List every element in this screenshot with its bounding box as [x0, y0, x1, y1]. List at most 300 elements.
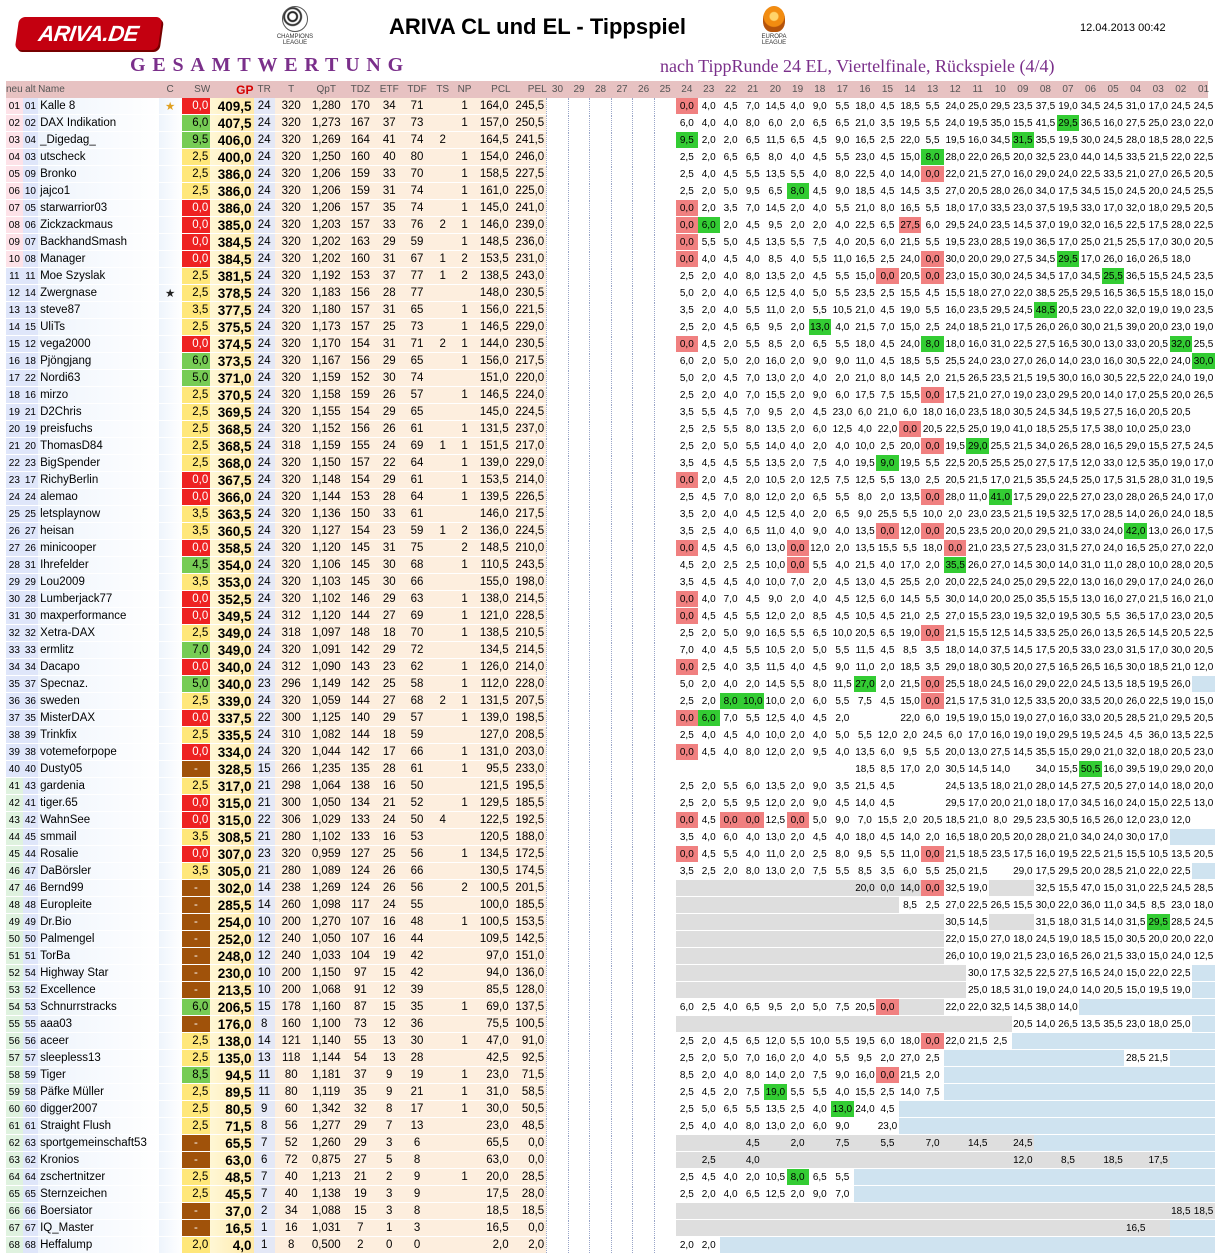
player-name[interactable]: Trinkfix — [38, 727, 159, 744]
player-name[interactable]: mirzo — [38, 387, 159, 404]
round-cell-empty — [568, 863, 590, 880]
player-name[interactable]: Dusty05 — [38, 761, 159, 778]
qpt-cell: 1,155 — [308, 404, 345, 421]
pel-cell: 229,0 — [511, 455, 547, 472]
round-score: 16,0 — [945, 304, 965, 316]
player-name[interactable]: Schnurrstracks — [38, 999, 159, 1016]
col-tdz[interactable]: TDZ — [350, 84, 371, 95]
tdf-cell: 42 — [403, 948, 432, 965]
round-score: 5,5 — [790, 236, 805, 248]
player-name[interactable]: Päfke Müller — [38, 1084, 159, 1101]
tdf-cell: 9 — [403, 1186, 432, 1203]
player-name[interactable]: vega2000 — [38, 336, 159, 353]
round-score: 23,5 — [855, 287, 875, 299]
table-row[interactable] — [6, 302, 1215, 319]
etf-cell: 13 — [376, 1050, 403, 1067]
round-score: 4,0 — [745, 576, 760, 588]
table-row[interactable] — [6, 574, 1215, 591]
player-name[interactable]: Bronko — [38, 166, 159, 183]
round-score: 16,5 — [1103, 219, 1123, 231]
col-round-22[interactable]: 22 — [725, 84, 737, 95]
round-cell-empty — [611, 336, 633, 353]
sw-cell: 0,0 — [182, 608, 211, 625]
col-round-08[interactable]: 08 — [1039, 84, 1051, 95]
table-row[interactable] — [6, 98, 1215, 115]
table-row[interactable] — [6, 676, 1215, 693]
round-score: 4,5 — [812, 406, 827, 418]
table-row[interactable] — [6, 115, 1215, 132]
col-round-10[interactable]: 10 — [994, 84, 1006, 95]
table-row[interactable] — [6, 166, 1215, 183]
col-pcl[interactable]: PCL — [491, 84, 511, 95]
rank-old: 39 — [23, 727, 38, 744]
player-name[interactable]: Boersiator — [38, 1203, 159, 1220]
table-row[interactable] — [6, 285, 1215, 302]
round-score: 27,5 — [1058, 967, 1078, 979]
player-name[interactable]: tiger.65 — [38, 795, 159, 812]
table-row[interactable] — [6, 778, 1215, 795]
table-row[interactable] — [6, 897, 1215, 914]
col-round-13[interactable]: 13 — [927, 84, 939, 95]
table-row[interactable] — [6, 421, 1215, 438]
player-name[interactable]: Bernd99 — [38, 880, 159, 897]
player-name[interactable]: preisfuchs — [38, 421, 159, 438]
etf-cell: 16 — [376, 914, 403, 931]
round-score: 6,0 — [812, 695, 827, 707]
player-name[interactable]: Heffalump — [38, 1237, 159, 1254]
round-cell-empty — [633, 948, 655, 965]
table-row[interactable] — [6, 557, 1215, 574]
tdz-cell: 156 — [345, 353, 376, 370]
round-cell-empty — [590, 370, 612, 387]
t-cell: 320 — [275, 319, 308, 336]
player-name[interactable]: zschertnitzer — [38, 1169, 159, 1186]
player-name[interactable]: Palmengel — [38, 931, 159, 948]
col-ts[interactable]: TS — [436, 84, 450, 95]
col-tdf[interactable]: TDF — [407, 84, 427, 95]
c-cell — [159, 1067, 182, 1084]
round-score — [854, 1237, 877, 1254]
table-row[interactable] — [6, 1186, 1215, 1203]
round-score: 4,5 — [925, 287, 940, 299]
etf-cell: 22 — [376, 455, 403, 472]
total-points: 360,5 — [210, 523, 253, 540]
round-score — [1192, 999, 1215, 1016]
round-score: 23,0 — [990, 610, 1011, 622]
player-name[interactable]: Sternzeichen — [38, 1186, 159, 1203]
round-score: 6,0 — [835, 389, 850, 401]
table-row[interactable] — [6, 1067, 1215, 1084]
col-sw[interactable]: SW — [194, 84, 211, 95]
table-row[interactable] — [6, 727, 1215, 744]
sw-cell: 0,0 — [182, 98, 211, 115]
player-name[interactable]: Moe Szyslak — [38, 268, 159, 285]
player-name[interactable]: IQ_Master — [38, 1220, 159, 1237]
col-round-16[interactable]: 16 — [859, 84, 871, 95]
round-score: 23,0 — [877, 1120, 898, 1132]
col-round-21[interactable]: 21 — [747, 84, 759, 95]
table-row[interactable] — [6, 1050, 1215, 1067]
table-row[interactable] — [6, 149, 1215, 166]
player-name[interactable]: D2Chris — [38, 404, 159, 421]
player-name[interactable]: Manager — [38, 251, 159, 268]
player-name[interactable]: Lou2009 — [38, 574, 159, 591]
table-row[interactable] — [6, 1118, 1215, 1135]
player-name[interactable]: gardenia — [38, 778, 159, 795]
table-row[interactable] — [6, 914, 1215, 931]
player-name[interactable]: Specnaz. — [38, 676, 159, 693]
round-score: 4,0 — [723, 389, 738, 401]
player-name[interactable]: DAX Indikation — [38, 115, 159, 132]
np-cell: 1 — [454, 489, 475, 506]
player-name[interactable]: Lumberjack77 — [38, 591, 159, 608]
table-row[interactable] — [6, 455, 1215, 472]
total-points: 368,5 — [210, 438, 253, 455]
round-score — [720, 1203, 742, 1220]
table-row[interactable] — [6, 1135, 1215, 1152]
round-score: 13,5 — [968, 780, 988, 792]
table-row[interactable] — [6, 1016, 1215, 1033]
table-row[interactable] — [6, 965, 1215, 982]
pel-cell: 208,5 — [511, 727, 547, 744]
rank-old: 45 — [23, 829, 38, 846]
col-round-24[interactable]: 24 — [681, 84, 693, 95]
player-name[interactable]: steve87 — [38, 302, 159, 319]
player-name[interactable]: TorBa — [38, 948, 159, 965]
round-cell-empty — [568, 1084, 590, 1101]
round-score: 5,0 — [723, 355, 738, 367]
tdf-cell: 65 — [403, 404, 432, 421]
round-cell-empty — [611, 710, 633, 727]
col-round-14[interactable]: 14 — [904, 84, 916, 95]
table-row[interactable] — [6, 795, 1215, 812]
player-name[interactable]: Zwergnase — [38, 285, 159, 302]
round-score: 20,5 — [900, 270, 920, 282]
t-cell: 320 — [275, 387, 308, 404]
player-name[interactable]: minicooper — [38, 540, 159, 557]
col-round-28[interactable]: 28 — [594, 84, 607, 95]
table-row[interactable] — [6, 506, 1215, 523]
player-name[interactable]: Tiger — [38, 1067, 159, 1084]
player-name[interactable]: UliTs — [38, 319, 159, 336]
table-row[interactable] — [6, 404, 1215, 421]
table-row[interactable] — [6, 1220, 1215, 1237]
col-round-23[interactable]: 23 — [703, 84, 715, 95]
round-score: 35,0 — [990, 117, 1011, 129]
round-score — [1147, 999, 1170, 1016]
round-score: 18,0 — [968, 661, 988, 673]
player-name[interactable]: alemao — [38, 489, 159, 506]
col-round-27[interactable]: 27 — [616, 84, 628, 95]
col-tr[interactable]: TR — [257, 84, 271, 95]
tr-cell: 24 — [254, 608, 275, 625]
player-name[interactable]: Dr.Bio — [38, 914, 159, 931]
player-name[interactable]: smmail — [38, 829, 159, 846]
round-score — [989, 1050, 1012, 1067]
col-round-20[interactable]: 20 — [769, 84, 781, 95]
round-score — [1102, 1084, 1125, 1101]
round-info: nach TippRunde 24 EL, Viertelfinale, Rückspiele (4/4) — [660, 56, 1055, 76]
np-cell: 2 — [454, 880, 475, 897]
round-score — [676, 1220, 698, 1237]
player-name[interactable]: Rosalie — [38, 846, 159, 863]
round-score: 33,5 — [1080, 695, 1101, 707]
total-points: 45,5 — [210, 1186, 253, 1203]
round-cell-empty — [654, 591, 676, 608]
np-cell: 1 — [454, 472, 475, 489]
player-name[interactable]: digger2007 — [38, 1101, 159, 1118]
col-name[interactable]: Name — [38, 84, 65, 95]
round-score: 17,5 — [1103, 474, 1123, 486]
rank-new: 13 — [6, 302, 23, 319]
round-score: 24,5 — [1035, 933, 1056, 945]
ts-cell — [431, 370, 454, 387]
np-cell — [454, 1220, 475, 1237]
col-round-12[interactable]: 12 — [949, 84, 961, 95]
player-name[interactable]: DaBörsler — [38, 863, 159, 880]
player-name[interactable]: aceer — [38, 1033, 159, 1050]
table-row[interactable] — [6, 472, 1215, 489]
round-score: 15,0 — [1103, 185, 1123, 197]
col-etf[interactable]: ETF — [379, 84, 399, 95]
c-cell — [159, 132, 182, 149]
player-name[interactable]: BigSpender — [38, 455, 159, 472]
round-score: 2,0 — [925, 831, 940, 843]
round-score: 32,5 — [1035, 151, 1056, 163]
round-score: 3,5 — [679, 457, 694, 469]
round-score: 10,0 — [765, 729, 786, 741]
player-name[interactable]: RichyBerlin — [38, 472, 159, 489]
player-name[interactable]: votemeforpope — [38, 744, 159, 761]
table-row[interactable] — [6, 1084, 1215, 1101]
c-cell — [159, 1016, 182, 1033]
col-round-05[interactable]: 05 — [1107, 84, 1119, 95]
player-name[interactable]: Dacapo — [38, 659, 159, 676]
player-name[interactable]: Ihrefelder — [38, 557, 159, 574]
table-row[interactable] — [6, 591, 1215, 608]
player-name[interactable]: Excellence — [38, 982, 159, 999]
table-row[interactable] — [6, 846, 1215, 863]
round-score: 2,0 — [790, 491, 805, 503]
player-name[interactable]: starwarrior03 — [38, 200, 159, 217]
table-row[interactable] — [6, 1152, 1215, 1169]
round-score: 33,5 — [1035, 695, 1056, 707]
round-score: 21,5 — [968, 1035, 988, 1047]
total-points: 349,5 — [210, 608, 253, 625]
col-alt[interactable]: alt — [25, 84, 36, 95]
rank-new: 22 — [6, 455, 23, 472]
col-qpt[interactable]: QpT — [316, 84, 336, 95]
table-row[interactable] — [6, 319, 1215, 336]
player-name[interactable]: BackhandSmash — [38, 234, 159, 251]
round-score — [921, 1118, 944, 1135]
player-name[interactable]: WahnSee — [38, 812, 159, 829]
col-round-18[interactable]: 18 — [814, 84, 826, 95]
player-name[interactable]: sweden — [38, 693, 159, 710]
ariva-logo[interactable]: ARIVA.DE — [15, 17, 163, 50]
total-points: 248,0 — [210, 948, 253, 965]
col-gp[interactable]: GP — [236, 82, 254, 97]
table-row[interactable] — [6, 642, 1215, 659]
pcl-cell: 127,0 — [475, 727, 511, 744]
table-row[interactable] — [6, 931, 1215, 948]
table-row[interactable] — [6, 370, 1215, 387]
player-name[interactable]: heisan — [38, 523, 159, 540]
col-np[interactable]: NP — [457, 84, 472, 95]
round-cell-empty — [611, 200, 633, 217]
table-row[interactable] — [6, 829, 1215, 846]
table-row[interactable] — [6, 387, 1215, 404]
round-score: 0,0 — [921, 489, 944, 506]
table-row[interactable] — [6, 1101, 1215, 1118]
table-row[interactable] — [6, 761, 1215, 778]
col-round-25[interactable]: 25 — [659, 84, 671, 95]
rank-old: 19 — [23, 421, 38, 438]
round-cell-empty — [590, 574, 612, 591]
round-score — [989, 1067, 1012, 1084]
player-name[interactable]: ThomasD84 — [38, 438, 159, 455]
col-round-15[interactable]: 15 — [881, 84, 894, 95]
round-cell-empty — [568, 523, 590, 540]
col-round-03[interactable]: 03 — [1152, 84, 1164, 95]
rank-new: 14 — [6, 319, 23, 336]
pcl-cell: 153,5 — [475, 251, 511, 268]
player-name[interactable]: Pjöngjang — [38, 353, 159, 370]
table-row[interactable] — [6, 1237, 1215, 1254]
player-name[interactable]: maxperformance — [38, 608, 159, 625]
player-name[interactable]: Europleite — [38, 897, 159, 914]
col-round-29[interactable]: 29 — [573, 84, 585, 95]
table-row[interactable] — [6, 132, 1215, 149]
table-row[interactable] — [6, 710, 1215, 727]
t-cell: 320 — [275, 302, 308, 319]
table-row[interactable] — [6, 863, 1215, 880]
round-score: 33,0 — [1080, 712, 1101, 724]
player-name[interactable]: aaa03 — [38, 1016, 159, 1033]
col-round-06[interactable]: 06 — [1084, 84, 1097, 95]
round-score: 19,5 — [968, 117, 988, 129]
table-row[interactable] — [6, 625, 1215, 642]
tdz-cell: 153 — [345, 268, 376, 285]
round-score: 4,5 — [880, 831, 895, 843]
player-name[interactable]: letsplaynow — [38, 506, 159, 523]
player-name[interactable]: Nordi63 — [38, 370, 159, 387]
ts-cell — [431, 761, 454, 778]
col-round-19[interactable]: 19 — [792, 84, 804, 95]
col-round-04[interactable]: 04 — [1130, 84, 1142, 95]
table-row[interactable] — [6, 744, 1215, 761]
table-row[interactable] — [6, 336, 1215, 353]
round-score: 4,0 — [701, 831, 716, 843]
player-name[interactable]: Xetra-DAX — [38, 625, 159, 642]
table-row[interactable] — [6, 251, 1215, 268]
player-name[interactable]: Highway Star — [38, 965, 159, 982]
table-row[interactable] — [6, 948, 1215, 965]
tdz-cell: 145 — [345, 557, 376, 574]
table-row[interactable] — [6, 999, 1215, 1016]
table-row[interactable] — [6, 693, 1215, 710]
round-score: 4,5 — [701, 542, 716, 554]
col-pel[interactable]: PEL — [527, 84, 547, 95]
table-row[interactable] — [6, 1203, 1215, 1220]
table-row[interactable] — [6, 523, 1215, 540]
col-round-02[interactable]: 02 — [1175, 84, 1187, 95]
player-name[interactable]: sportgemeinschaft53 — [38, 1135, 159, 1152]
pcl-cell: 112,0 — [475, 676, 511, 693]
round-score — [1192, 1186, 1215, 1203]
round-cell-empty — [547, 1016, 569, 1033]
table-row[interactable] — [6, 489, 1215, 506]
round-score: 8,0 — [787, 1169, 809, 1186]
col-round-01[interactable]: 01 — [1197, 84, 1210, 95]
table-row[interactable] — [6, 540, 1215, 557]
table-row[interactable] — [6, 982, 1215, 999]
player-name[interactable]: jajco1 — [38, 183, 159, 200]
table-row[interactable] — [6, 812, 1215, 829]
col-round-26[interactable]: 26 — [638, 84, 650, 95]
round-score: 8,0 — [835, 168, 850, 180]
pel-cell: 224,5 — [511, 523, 547, 540]
col-round-17[interactable]: 17 — [836, 84, 848, 95]
qpt-cell: 1,202 — [308, 251, 345, 268]
round-score: 19,0 — [1035, 984, 1056, 996]
round-cell-empty — [568, 132, 590, 149]
c-cell — [159, 591, 182, 608]
table-row[interactable] — [6, 659, 1215, 676]
table-row[interactable] — [6, 268, 1215, 285]
round-cell-empty — [590, 98, 612, 115]
round-score: 30,5 — [990, 661, 1011, 673]
table-row[interactable] — [6, 1169, 1215, 1186]
round-cell-empty — [654, 1050, 676, 1067]
col-c[interactable]: C — [166, 84, 174, 95]
player-name[interactable]: _Digedag_ — [38, 132, 159, 149]
player-name[interactable]: utscheck — [38, 149, 159, 166]
round-score: 29,5 — [1058, 389, 1078, 401]
player-name[interactable]: Kronios — [38, 1152, 159, 1169]
player-name[interactable]: Kalle 8 — [38, 98, 159, 115]
table-row[interactable] — [6, 353, 1215, 370]
table-row[interactable] — [6, 217, 1215, 234]
col-t[interactable]: T — [288, 84, 295, 95]
player-name[interactable]: MisterDAX — [38, 710, 159, 727]
col-neu[interactable]: neu — [6, 84, 23, 95]
table-row[interactable] — [6, 880, 1215, 897]
table-row[interactable] — [6, 1033, 1215, 1050]
player-name[interactable]: sleepless13 — [38, 1050, 159, 1067]
table-row[interactable] — [6, 608, 1215, 625]
table-row[interactable] — [6, 438, 1215, 455]
player-name[interactable]: Zickzackmaus — [38, 217, 159, 234]
col-round-30[interactable]: 30 — [551, 84, 564, 95]
round-score: 19,5 — [1058, 134, 1078, 146]
table-row[interactable] — [6, 200, 1215, 217]
player-name[interactable]: ermlitz — [38, 642, 159, 659]
round-score — [876, 982, 899, 999]
tdf-cell: 35 — [403, 999, 432, 1016]
col-round-09[interactable]: 09 — [1017, 84, 1029, 95]
table-row[interactable] — [6, 234, 1215, 251]
player-name[interactable]: Straight Flush — [38, 1118, 159, 1135]
round-score: 19,0 — [968, 882, 988, 894]
table-row[interactable] — [6, 183, 1215, 200]
round-score: 16,5 — [855, 253, 875, 265]
col-round-11[interactable]: 11 — [972, 84, 983, 95]
round-score: 18,5 — [990, 984, 1011, 996]
round-cell-empty — [654, 1016, 676, 1033]
pcl-cell: 65,5 — [475, 1135, 511, 1152]
col-round-07[interactable]: 07 — [1062, 84, 1074, 95]
